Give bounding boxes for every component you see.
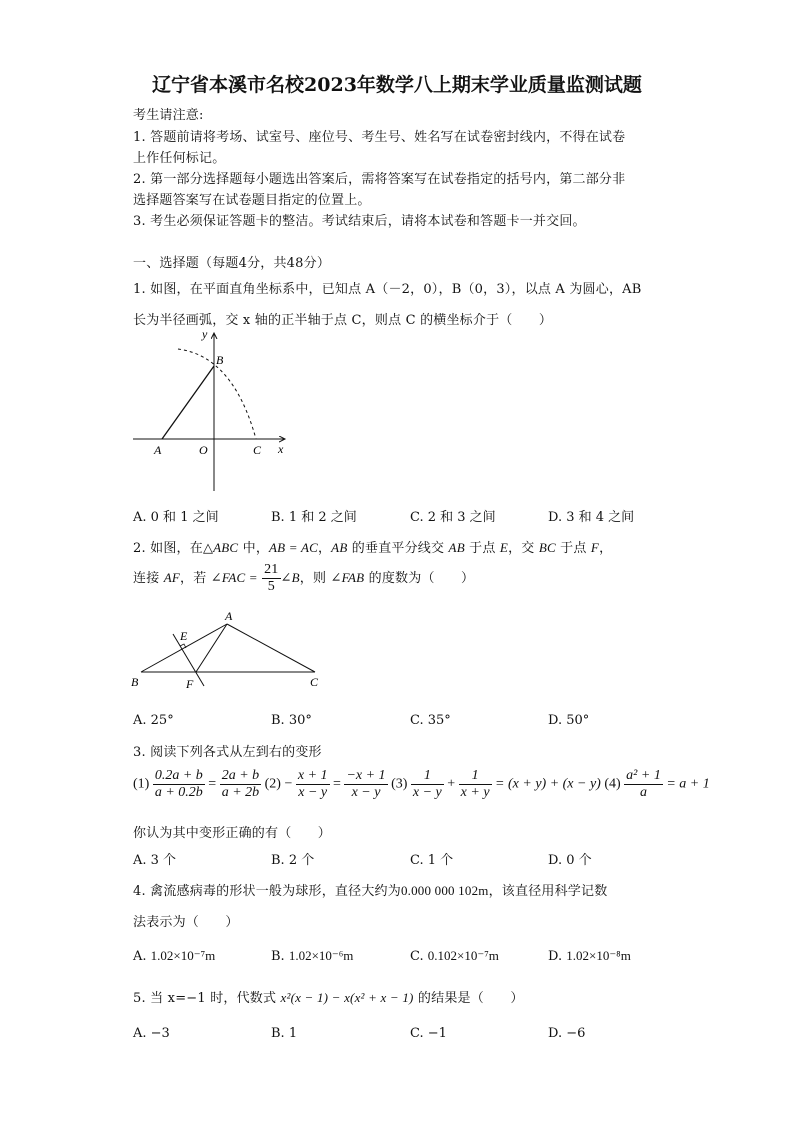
fraction-numerator: 1 — [471, 768, 479, 783]
fraction-denominator: x + y — [460, 785, 490, 800]
fraction — [624, 768, 663, 801]
q2-equation: AB = AC — [269, 540, 318, 555]
q1-text-line1: 1. 如图，在平面直角坐标系中，已知点 A（－2，0），B（0，3），以点 A 为圆心，AB — [133, 282, 642, 297]
q5-option-c[interactable]: C. −1 — [410, 1026, 447, 1041]
fraction — [296, 768, 330, 801]
option-value: 1.02×10⁻⁷m — [150, 948, 216, 963]
q1-option-a[interactable]: A. 0 和 1 之间 — [133, 510, 219, 525]
formula-result: = a + 1 — [666, 776, 710, 792]
q3-formula-row — [133, 768, 710, 801]
option-label: A. — [133, 949, 147, 964]
q2-segment: BC — [538, 540, 556, 555]
notice-item-1: 1. 答题前请将考场、试室号、座位号、考生号、姓名写在试卷密封线内，不得在试卷 — [133, 130, 626, 145]
q4-text-line1 — [133, 880, 607, 899]
q2-option-a[interactable]: A. 25° — [133, 713, 174, 728]
q2-angle: ∠B — [280, 570, 300, 585]
q5-text-line1 — [133, 987, 524, 1006]
q5-text: 的结果是（ ） — [413, 991, 524, 1006]
q2-text: 于点 — [464, 541, 500, 556]
label-y: y — [202, 327, 208, 341]
label-c: C — [310, 675, 319, 689]
fraction — [344, 768, 387, 801]
formula-label: (3) — [391, 776, 408, 792]
fraction-denominator: a — [624, 784, 663, 801]
fraction-denominator: 5 — [262, 578, 280, 595]
q2-text: 中， — [238, 541, 270, 556]
q2-text: ，若 — [180, 571, 211, 586]
segment-ac — [227, 624, 315, 672]
q2-text: ，则 — [299, 571, 331, 586]
segment-af — [196, 624, 227, 672]
label-o: O — [199, 443, 208, 457]
q5-option-d[interactable]: D. −6 — [548, 1026, 586, 1041]
option-label: C. — [410, 949, 424, 964]
q3-option-a[interactable]: A. 3 个 — [133, 853, 177, 868]
q2-option-b[interactable]: B. 30° — [271, 713, 312, 728]
q4-text-line2: 法表示为（ ） — [133, 915, 239, 930]
q2-text: ， — [317, 541, 332, 556]
label-b: B — [216, 353, 224, 367]
fraction-numerator: x + 1 — [297, 768, 328, 783]
q4-option-b[interactable] — [271, 948, 353, 964]
fraction-denominator: x − y — [412, 785, 442, 800]
formula-label: (4) — [604, 776, 621, 792]
q2-text: 连接 — [133, 571, 164, 586]
q2-triangle-figure — [128, 606, 328, 694]
q2-text: ，交 — [508, 541, 539, 556]
q2-text-line2 — [133, 562, 474, 595]
q2-angle: ∠FAB — [330, 570, 365, 585]
notice-heading: 考生请注意: — [133, 108, 204, 123]
q2-text: 的垂直平分线交 — [347, 541, 449, 556]
notice-item-2: 2. 第一部分选择题每小题选出答案后，需将答案写在试卷指定的括号内，第二部分非 — [133, 172, 626, 187]
label-x: x — [278, 442, 284, 456]
label-a: A — [154, 443, 162, 457]
fraction-numerator: 0.2a + b — [154, 768, 203, 783]
formula-label: (1) — [133, 776, 150, 792]
fraction — [153, 768, 205, 801]
q1-coordinate-figure — [128, 326, 298, 496]
fraction-denominator: a + 0.2b — [154, 785, 203, 800]
plus-sign: + — [447, 776, 456, 792]
q2-segment: AB — [331, 540, 348, 555]
fraction — [411, 768, 444, 801]
q2-point: F — [590, 540, 600, 555]
q2-text: 于点 — [555, 541, 591, 556]
q4-option-d[interactable] — [548, 948, 631, 964]
q2-fraction — [262, 562, 280, 595]
fraction-numerator: a² + 1 — [626, 768, 661, 783]
q2-option-c[interactable]: C. 35° — [410, 713, 451, 728]
option-value: 1.02×10⁻⁸m — [566, 948, 631, 963]
q2-triangle: △ABC — [202, 540, 239, 555]
q5-option-a[interactable]: A. −3 — [133, 1026, 170, 1041]
q2-option-d[interactable]: D. 50° — [548, 713, 590, 728]
q2-segment: AB — [448, 540, 465, 555]
q3-text-line2: 你认为其中变形正确的有（ ） — [133, 826, 332, 841]
label-a: A — [225, 609, 233, 623]
fraction-denominator: a + 2b — [221, 785, 260, 800]
q2-text: 2. 如图，在 — [133, 541, 203, 556]
q2-text: 的度数为（ ） — [364, 571, 475, 586]
q4-option-a[interactable] — [133, 948, 215, 964]
fraction-numerator: −x + 1 — [346, 768, 386, 783]
formula-label: (2) − — [264, 776, 293, 792]
section-heading: 一、选择题（每题4分，共48分） — [133, 256, 331, 271]
q5-expression: x²(x − 1) − x(x² + x − 1) — [280, 990, 414, 1005]
fraction-denominator: x − y — [344, 784, 387, 801]
q2-text-line1 — [133, 537, 612, 556]
segment-ab — [162, 366, 214, 439]
label-e: E — [180, 629, 188, 643]
q5-text: 5. 当 x=−1 时，代数式 — [133, 991, 281, 1006]
label-c: C — [253, 443, 262, 457]
q4-number: 0.000 000 102m — [400, 883, 489, 898]
equals-sign: = — [208, 776, 217, 792]
notice-item-1-cont: 上作任何标记。 — [133, 151, 226, 166]
option-value: 0.102×10⁻⁷m — [427, 948, 499, 963]
q1-option-d[interactable]: D. 3 和 4 之间 — [548, 510, 635, 525]
label-f: F — [186, 677, 194, 691]
q1-text-line2: 长为半径画弧，交 x 轴的正半轴于点 C，则点 C 的横坐标介于（ ） — [133, 313, 553, 328]
q1-option-c[interactable]: C. 2 和 3 之间 — [410, 510, 496, 525]
q3-text-line1: 3. 阅读下列各式从左到右的变形 — [133, 745, 322, 760]
q2-segment: AF — [163, 570, 181, 585]
q2-point: E — [499, 540, 509, 555]
label-b: B — [131, 675, 139, 689]
fraction — [459, 768, 492, 801]
fraction-numerator: 1 — [423, 768, 431, 783]
fraction-numerator: 21 — [264, 562, 279, 577]
fraction — [220, 768, 261, 801]
q3-option-c[interactable]: C. 1 个 — [410, 853, 454, 868]
option-label: B. — [271, 949, 285, 964]
q5-option-b[interactable]: B. 1 — [271, 1026, 298, 1041]
q2-text: ， — [599, 541, 613, 556]
option-value: 1.02×10⁻⁶m — [288, 948, 354, 963]
option-label: D. — [548, 949, 563, 964]
notice-item-3: 3. 考生必须保证答题卡的整洁。考试结束后，请将本试卷和答题卡一并交回。 — [133, 214, 586, 229]
q3-option-b[interactable]: B. 2 个 — [271, 853, 315, 868]
page-title: 辽宁省本溪市名校2023年数学八上期末学业质量监测试题 — [152, 74, 642, 96]
q4-option-c[interactable] — [410, 948, 499, 964]
fraction-numerator: 2a + b — [221, 768, 260, 783]
formula-result: = (x + y) + (x − y) — [495, 776, 601, 792]
q4-text: 4. 禽流感病毒的形状一般为球形，直径大约为 — [133, 884, 401, 899]
q3-option-d[interactable]: D. 0 个 — [548, 853, 592, 868]
fraction-denominator: x − y — [296, 784, 330, 801]
equals-sign: = — [333, 776, 341, 792]
q1-option-b[interactable]: B. 1 和 2 之间 — [271, 510, 357, 525]
notice-item-2-cont: 选择题答案写在试卷题目指定的位置上。 — [133, 193, 371, 208]
q4-text: ，该直径用科学记数 — [488, 884, 608, 899]
q2-angle: ∠FAC = — [210, 570, 258, 585]
